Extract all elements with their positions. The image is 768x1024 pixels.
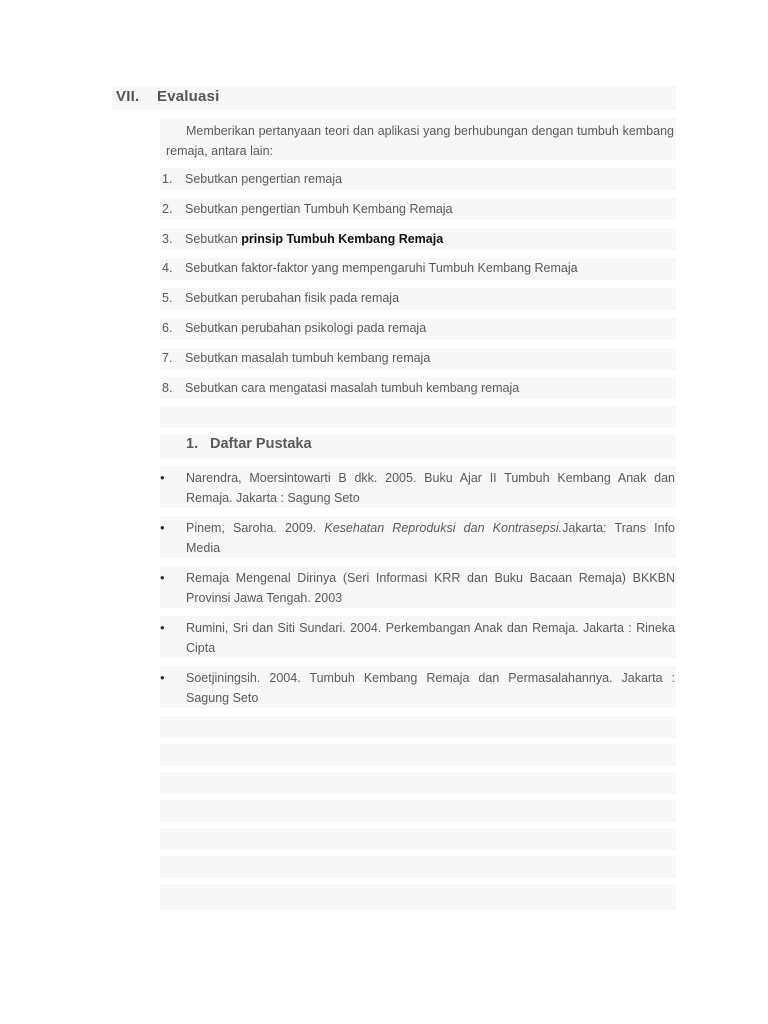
section-title: Evaluasi [157, 88, 220, 105]
reference-text [186, 518, 675, 558]
intro-paragraph: Memberikan pertanyaan teori dan aplikasi yang berhubungan dengan tumbuh kembang remaja, antara lain: [166, 124, 674, 158]
item-text: Sebutkan perubahan psikologi pada remaja [185, 320, 427, 335]
item-number: 7. [162, 350, 173, 365]
reference-title-italic: Kesehatan Reproduksi dan Kontrasepsi. [324, 521, 563, 535]
reference-line [186, 518, 675, 538]
bullet-icon: • [160, 670, 165, 685]
reference-text [186, 568, 675, 608]
item-text: Sebutkan pengertian remaja [185, 172, 343, 186]
reference-text [186, 468, 675, 508]
bullet-icon: • [160, 520, 165, 535]
item-number: 5. [162, 291, 173, 306]
row-band [160, 744, 676, 766]
item-number: 2. [162, 201, 173, 216]
bibliography-number: 1. [186, 436, 199, 452]
list-item [160, 199, 676, 229]
bibliography-heading [186, 436, 312, 452]
reference-text [186, 668, 675, 708]
bullet-icon: • [160, 470, 165, 485]
reference-item [160, 568, 676, 618]
reference-item [160, 518, 676, 568]
reference-line: Remaja Mengenal Dirinya (Seri Informasi KRR dan Buku Bacaan Remaja) BKKBN [186, 571, 675, 585]
item-text [185, 229, 443, 249]
reference-line: Rumini, Sri dan Siti Sundari. 2004. Perkembangan Anak dan Remaja. Jakarta : Rineka [186, 621, 675, 635]
reference-line: Provinsi Jawa Tengah. 2003 [186, 591, 343, 605]
reference-line: Soetjiningsih. 2004. Tumbuh Kembang Remaja dan Permasalahannya. Jakarta : [186, 671, 675, 685]
bullet-icon: • [160, 570, 165, 585]
row-band [160, 884, 676, 910]
list-item [160, 318, 676, 348]
section-heading [116, 88, 219, 105]
item-text: Sebutkan masalah tumbuh kembang remaja [185, 350, 431, 365]
reference-line: Sagung Seto [186, 691, 259, 705]
bullet-icon: • [160, 620, 165, 635]
reference-line: Remaja. Jakarta : Sagung Seto [186, 491, 360, 505]
item-number: 8. [162, 380, 173, 395]
question-list [160, 169, 676, 407]
reference-line: Narendra, Moersintowarti B dkk. 2005. Buku Ajar II Tumbuh Kembang Anak dan [186, 471, 675, 485]
row-band [160, 828, 676, 850]
reference-line: Media [186, 541, 221, 555]
section-number: VII. [116, 88, 140, 105]
reference-item [160, 468, 676, 518]
bibliography-list [160, 468, 676, 718]
reference-item [160, 668, 676, 718]
highlighted-text: prinsip Tumbuh Kembang Remaja [241, 231, 444, 246]
item-text: Sebutkan faktor-faktor yang mempengaruhi Tumbuh Kembang Remaja [185, 261, 578, 276]
item-number: 4. [162, 261, 173, 276]
reference-item [160, 618, 676, 668]
item-number: 6. [162, 320, 173, 335]
item-text: Sebutkan cara mengatasi masalah tumbuh kembang remaja [185, 380, 520, 395]
list-item [160, 169, 676, 199]
list-item [160, 348, 676, 378]
row-band [160, 772, 676, 794]
list-item [160, 378, 676, 408]
row-band [160, 406, 676, 428]
reference-publisher: Jakarta: Trans Info [562, 521, 675, 535]
item-text: Sebutkan pengertian Tumbuh Kembang Remaja [185, 201, 453, 216]
list-item [160, 258, 676, 288]
list-item [160, 229, 676, 259]
list-item [160, 288, 676, 318]
item-number: 1. [162, 172, 173, 186]
row-band [160, 800, 676, 822]
reference-author: Pinem, Saroha. 2009. [186, 521, 325, 535]
reference-line: Cipta [186, 641, 216, 655]
row-band [160, 856, 676, 878]
item-text-prefix: Sebutkan [185, 231, 242, 246]
row-band [160, 716, 676, 738]
item-number: 3. [162, 231, 173, 246]
item-text: Sebutkan perubahan fisik pada remaja [185, 291, 400, 306]
bibliography-title: Daftar Pustaka [210, 436, 312, 452]
reference-text [186, 618, 675, 658]
